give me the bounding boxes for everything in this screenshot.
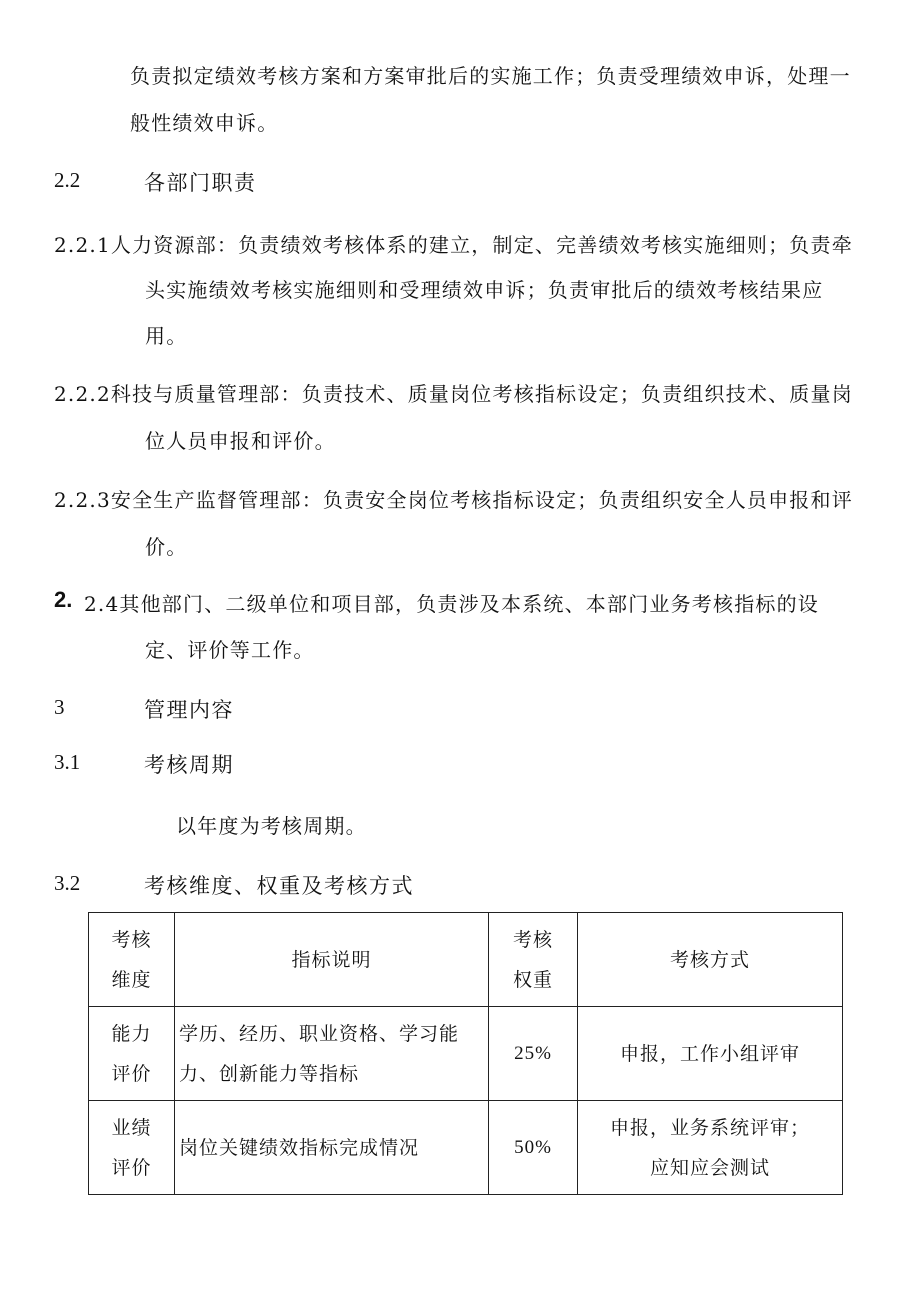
header-dimension-line-1: 考核: [111, 928, 152, 951]
table-row: [89, 1007, 843, 1101]
row-2-method-line-2: 应知应会测试: [649, 1156, 770, 1179]
row-1-method: [578, 1007, 843, 1101]
row-1-weight: 25%: [489, 1007, 578, 1101]
item-2-2-1-line-3: 用。: [145, 324, 188, 348]
intro-line-2: 般性绩效申诉。: [130, 111, 279, 135]
row-2-description: [175, 1101, 489, 1195]
section-2-2-number: 2.2: [54, 168, 81, 192]
header-dimension-line-2: 维度: [111, 968, 152, 991]
row-1-dimension: [89, 1007, 175, 1101]
section-2-2-title: 各部门职责: [144, 171, 257, 195]
assessment-table: [88, 912, 843, 1195]
row-2-dimension: [89, 1101, 175, 1195]
item-2-2-1-line-2: 头实施绩效考核实施细则和受理绩效申诉；负责审批后的绩效考核结果应: [145, 278, 824, 302]
header-weight-line-1: 考核: [512, 928, 553, 951]
section-3-2-number: 3.2: [54, 871, 81, 895]
header-weight-line-2: 权重: [512, 968, 553, 991]
row-1-method-line-1: 申报，工作小组评审: [619, 1042, 800, 1065]
row-1-description-line-1: 学历、经历、职业资格、学习能: [179, 1022, 460, 1045]
item-2-2-4-bold-number: 2.: [54, 587, 73, 612]
item-2-2-2-line-1: 2.2.2科技与质量管理部：负责技术、质量岗位考核指标设定；负责组织技术、质量岗: [54, 382, 853, 406]
row-1-dimension-line-1: 能力: [111, 1022, 152, 1045]
intro-line-1: 负责拟定绩效考核方案和方案审批后的实施工作；负责受理绩效申诉，处理一: [130, 64, 851, 88]
item-2-2-2-line-2: 位人员申报和评价。: [145, 429, 336, 453]
item-2-2-3-line-2: 价。: [145, 535, 188, 559]
table-header-row: [89, 913, 843, 1007]
row-2-method-line-1: 申报，业务系统评审；: [609, 1116, 810, 1139]
item-2-2-1-line-1: 2.2.1人力资源部：负责绩效考核体系的建立，制定、完善绩效考核实施细则；负责牵: [54, 233, 853, 257]
row-1-description: [175, 1007, 489, 1101]
item-2-2-4-line-1: 2.4其他部门、二级单位和项目部，负责涉及本系统、本部门业务考核指标的设: [84, 592, 820, 616]
item-2-2-4-line-2: 定、评价等工作。: [145, 638, 315, 662]
section-3-1-body: 以年度为考核周期。: [176, 814, 367, 838]
item-2-2-3-line-1: 2.2.3安全生产监督管理部：负责安全岗位考核指标设定；负责组织安全人员申报和评: [54, 488, 853, 512]
section-3-2-title: 考核维度、权重及考核方式: [144, 874, 414, 898]
header-description: 指标说明: [175, 913, 489, 1007]
header-dimension: [89, 913, 175, 1007]
row-2-dimension-line-1: 业绩: [111, 1116, 152, 1139]
row-1-description-line-2: 力、创新能力等指标: [179, 1062, 360, 1085]
row-2-weight: 50%: [489, 1101, 578, 1195]
header-weight: [489, 913, 578, 1007]
row-2-method: [578, 1101, 843, 1195]
row-2-dimension-line-2: 评价: [111, 1156, 152, 1179]
section-3-1-number: 3.1: [54, 750, 81, 774]
section-3-number: 3: [54, 695, 65, 719]
header-method: 考核方式: [578, 913, 843, 1007]
row-2-description-line-1: 岗位关键绩效指标完成情况: [179, 1136, 420, 1159]
section-3-title: 管理内容: [144, 698, 234, 722]
table-row: [89, 1101, 843, 1195]
row-1-dimension-line-2: 评价: [111, 1062, 152, 1085]
section-3-1-title: 考核周期: [144, 753, 234, 777]
